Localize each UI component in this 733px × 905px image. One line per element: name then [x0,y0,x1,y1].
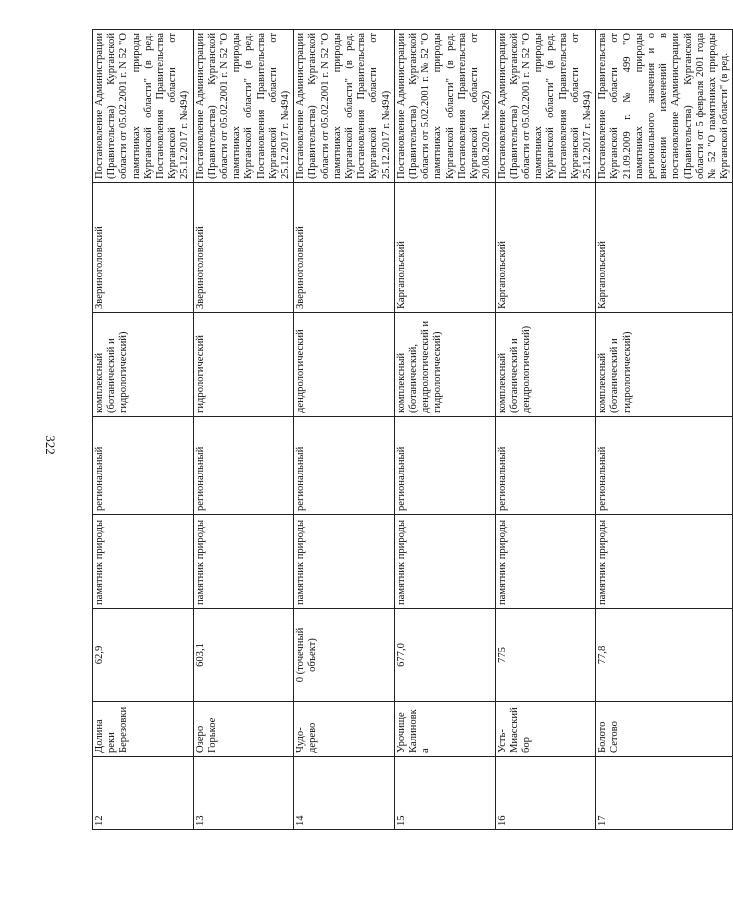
table-row [596,30,733,830]
object-district: Звериноголовский [193,183,294,313]
table-row [193,30,294,830]
object-name: Болото Сетово [596,702,733,757]
object-significance: региональный [394,417,495,515]
row-number: 15 [394,757,495,830]
establishing-document: Постановление Администрации (Правительства) Курганской области от 05.02.2001 г. N 52 "О памятниках природы Курганской области" (в ред. Постановления Правительства Курганской области от 25.12.2017 г. №494) [193,30,294,183]
object-area: 603,1 [193,609,294,702]
object-profile: комплексный (ботанический и гидрологический) [596,313,733,417]
object-name: Чудо-дерево [294,702,395,757]
object-area: 775 [495,609,596,702]
object-category: памятник природы [193,515,294,609]
row-number: 13 [193,757,294,830]
table-row [93,30,194,830]
object-significance: региональный [596,417,733,515]
object-profile: комплексный (ботанический и гидрологический) [93,313,194,417]
object-category: памятник природы [294,515,395,609]
object-area: 77,8 [596,609,733,702]
object-profile: комплексный (ботанический, дендрологический и гидрологический) [394,313,495,417]
establishing-document: Постановление Администрации (Правительства) Курганской области от 05.02.2001 г. N 52 "О памятниках природы Курганской области" (в ред. Постановления Правительства Курганской области от 25.12.2017 г. №494) [294,30,395,183]
row-number: 16 [495,757,596,830]
table-row [294,30,395,830]
establishing-document: Постановление Администрации (Правительства) Курганской области от 05.02.2001 г. N 52 "О памятниках природы Курганской области" (в ред. Постановления Правительства Курганской области от 25.12.2017 г. №494) [93,30,194,183]
object-significance: региональный [495,417,596,515]
object-name: Долина реки Березовки [93,702,194,757]
object-district: Каргапольский [495,183,596,313]
object-significance: региональный [193,417,294,515]
object-category: памятник природы [596,515,733,609]
object-significance: региональный [294,417,395,515]
row-number: 12 [93,757,194,830]
object-district: Каргапольский [394,183,495,313]
establishing-document: Постановление Администрации (Правительства) Курганской области от 05.02.2001 г. N 52 "О памятниках природы Курганской области" (в ред. Постановления Правительства Курганской области от 25.12.2017 г. №494) [495,30,596,183]
row-number: 17 [596,757,733,830]
object-name: Урочище Калиновка [394,702,495,757]
registry-table-container [92,30,731,830]
object-district: Звериноголовский [93,183,194,313]
object-category: памятник природы [394,515,495,609]
object-name: Озеро Горькое [193,702,294,757]
object-profile: комплексный (ботанический и дендрологический) [495,313,596,417]
object-area: 62,9 [93,609,194,702]
object-category: памятник природы [495,515,596,609]
page-number: 322 [43,435,58,455]
object-district: Звериноголовский [294,183,395,313]
object-category: памятник природы [93,515,194,609]
natural-monuments-table [92,29,733,830]
object-area: 677,0 [394,609,495,702]
object-profile: дендрологический [294,313,395,417]
table-row [495,30,596,830]
establishing-document: Постановление Администрации (Правительства) Курганской области от 5.02.2001 г. № 52 "О памятниках природы Курганской области" (в ред. Постановления Правительства Курганской области от 20.08.2020 г. №262) [394,30,495,183]
object-profile: гидрологический [193,313,294,417]
object-significance: региональный [93,417,194,515]
establishing-document: Постановление Правительства Курганской области от 21.09.2009 г. № 499 "О памятниках природы регионального значения и о внесении изменений в постановление Администрации (Правительства) Курганской области от 5 февраля 2001 года № 52 "О памятниках природы Курганской области" (в ред. [596,30,733,183]
object-area: 0 (точечный объект) [294,609,395,702]
row-number: 14 [294,757,395,830]
object-name: Усть-Миасский бор [495,702,596,757]
table-row [394,30,495,830]
object-district: Каргапольский [596,183,733,313]
